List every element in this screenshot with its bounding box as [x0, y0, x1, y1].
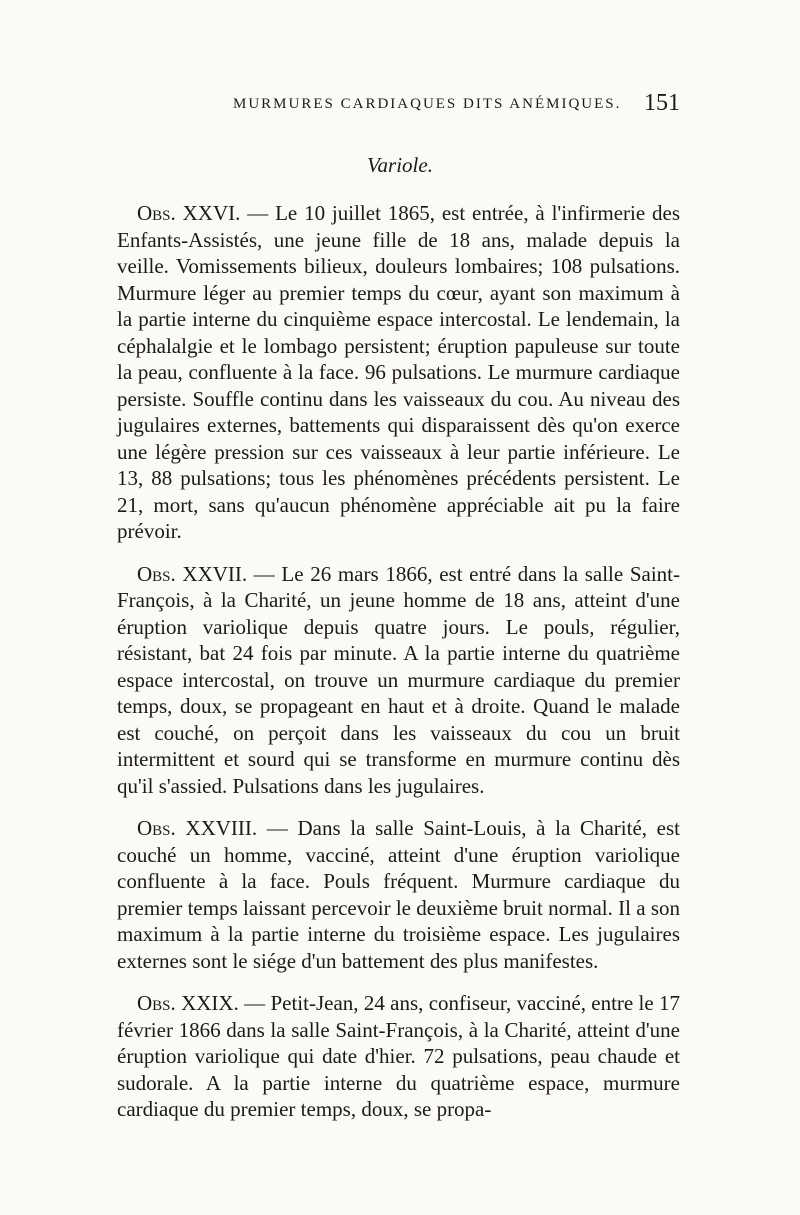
observation-label: Obs. XXVIII.: [137, 816, 258, 840]
observation-paragraph: [117, 990, 680, 1123]
page-number: 151: [644, 90, 680, 116]
observation-text: — Le 26 mars 1866, est entré dans la salle Saint-François, à la Charité, un jeune homme de 18 ans, atteint d'une éruption variolique depuis quatre jours. Le pouls, régulier, résistant, bat 24 fois par minute. A la partie interne du quatrième espace intercostal, on trouve un murmure cardiaque du premier temps, doux, se propageant en haut et à droite. Quand le malade est couché, on perçoit dans les vaisseaux du cou un bruit intermittent et sourd qui se transforme en murmure continu dès qu'il s'assied. Pulsations dans les jugulaires.: [117, 561, 680, 798]
observation-paragraph: [117, 815, 680, 974]
page-header: [105, 92, 680, 122]
observation-text: — Le 10 juillet 1865, est entrée, à l'infirmerie des Enfants-Assistés, une jeune fille de 18 ans, malade depuis la veille. Vomissements bilieux, douleurs lombaires; 108 pulsations. Murmure léger au premier temps du cœur, ayant son maximum à la partie interne du cinquième espace intercostal. Le lendemain, la céphalalgie et le lombago persistent; éruption papuleuse sur toute la peau, confluente à la face. 96 pulsations. Le murmure cardiaque persiste. Souffle continu dans les vaisseaux du cou. Au niveau des jugulaires externes, battements qui disparaissent dès qu'on exerce une légère pression sur ces vaisseaux à leur partie inférieure. Le 13, 88 pulsations; tous les phénomènes précédents persistent. Le 21, mort, sans qu'aucun phénomène appréciable ait pu la faire prévoir.: [117, 201, 681, 543]
observation-label: Obs. XXIX.: [137, 991, 239, 1015]
observation-paragraph: [117, 200, 680, 545]
observation-label: Obs. XXVI.: [137, 201, 241, 225]
section-title: Variole.: [367, 153, 433, 177]
observation-label: Obs. XXVII.: [137, 561, 248, 586]
observation-text: — Petit-Jean, 24 ans, confiseur, vacciné, entre le 17 février 1866 dans la salle Saint-François, à la Charité, atteint d'une éruption variolique qui date d'hier. 72 pulsations, peau chaude et sudorale. A la partie interne du quatrième espace, murmure cardiaque du premier temps, doux, se propa-: [117, 991, 681, 1121]
body-text: [117, 200, 680, 1123]
observation-text: — Dans la salle Saint-Louis, à la Charité, est couché un homme, vacciné, atteint d'une éruption variolique confluente à la face. Pouls fréquent. Murmure cardiaque du premier temps laissant percevoir le deuxième bruit normal. Il a son maximum à la partie interne du troisième espace. Les jugulaires externes sont le siége d'un battement des plus manifestes.: [117, 816, 680, 973]
running-title: MURMURES CARDIAQUES DITS ANÉMIQUES.: [233, 96, 622, 112]
observation-paragraph: [117, 561, 680, 800]
